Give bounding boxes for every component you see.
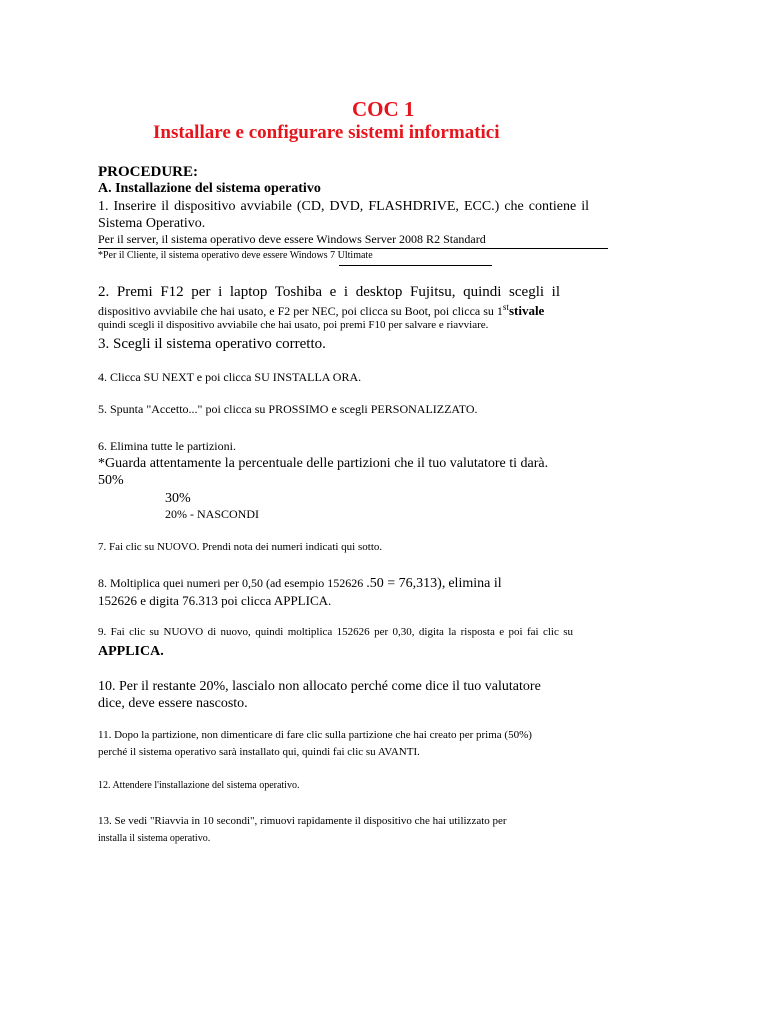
step-2-line-3: quindi scegli il dispositivo avviabile che hai usato, poi premi F10 per salvare e riavviare. bbox=[98, 319, 489, 331]
procedure-heading: PROCEDURE: bbox=[98, 164, 198, 180]
step-5: 5. Spunta "Accetto..." poi clicca su PROSSIMO e scegli PERSONALIZZATO. bbox=[98, 402, 478, 416]
partition-30: 30% bbox=[165, 491, 191, 506]
step-2-line-1: 2. Premi F12 per i laptop Toshiba e i desktop Fujitsu, quindi scegli il bbox=[98, 284, 560, 300]
step-9-line-2: APPLICA. bbox=[98, 644, 164, 659]
server-note-underline bbox=[98, 248, 608, 249]
step-2-line-2-text: dispositivo avviabile che hai usato, e F2 per NEC, poi clicca su Boot, poi clicca su 1 bbox=[98, 304, 503, 318]
section-a-heading: A. Installazione del sistema operativo bbox=[98, 181, 321, 196]
step-2-line-2 bbox=[98, 303, 544, 319]
step-11-line-1: 11. Dopo la partizione, non dimenticare di fare clic sulla partizione che hai creato per prima (50%) bbox=[98, 729, 532, 741]
step-10-line-2: dice, deve essere nascosto. bbox=[98, 696, 248, 711]
server-note: Per il server, il sistema operativo deve essere Windows Server 2008 R2 Standard bbox=[98, 232, 486, 246]
step-8-text-c: elimina il bbox=[448, 576, 502, 591]
step-7: 7. Fai clic su NUOVO. Prendi nota dei numeri indicati qui sotto. bbox=[98, 541, 383, 553]
partition-50: 50% bbox=[98, 473, 124, 488]
step-9-line-1: 9. Fai clic su NUOVO di nuovo, quindi moltiplica 152626 per 0,30, digita la risposta e poi fai clic su bbox=[98, 626, 573, 638]
client-note-underline bbox=[339, 265, 492, 266]
step-4: 4. Clicca SU NEXT e poi clicca SU INSTALLA ORA. bbox=[98, 370, 362, 384]
step-3: 3. Scegli il sistema operativo corretto. bbox=[98, 336, 326, 352]
step-8-line-2: 152626 e digita 76.313 poi clicca APPLICA. bbox=[98, 593, 332, 608]
step-8-text-a: 8. Moltiplica quei numeri per 0,50 (ad esempio 152626 bbox=[98, 576, 364, 590]
step-1-line-1: 1. Inserire il dispositivo avviabile (CD, DVD, FLASHDRIVE, ECC.) che contiene il bbox=[98, 199, 589, 214]
step-8-text-b: .50 = 76,313), bbox=[366, 576, 446, 591]
step-2-line-2-bold: stivale bbox=[508, 303, 545, 318]
document-title: COC 1 bbox=[352, 97, 415, 121]
partition-20-hide: 20% - NASCONDI bbox=[165, 507, 259, 521]
step-8-line-1 bbox=[98, 576, 502, 592]
step-12: 12. Attendere l'installazione del sistema operativo. bbox=[98, 780, 300, 791]
step-13-line-1: 13. Se vedi "Riavvia in 10 secondi", rimuovi rapidamente il dispositivo che hai utilizzato per bbox=[98, 815, 507, 827]
step-10-line-1: 10. Per il restante 20%, lascialo non allocato perché come dice il tuo valutatore bbox=[98, 679, 541, 694]
step-11-line-2: perché il sistema operativo sarà installato qui, quindi fai clic su AVANTI. bbox=[98, 746, 420, 758]
step-6-note: *Guarda attentamente la percentuale delle partizioni che il tuo valutatore ti darà. bbox=[98, 456, 549, 471]
client-note: *Per il Cliente, il sistema operativo deve essere Windows 7 Ultimate bbox=[98, 250, 373, 261]
step-1-line-2: Sistema Operativo. bbox=[98, 216, 206, 231]
document-subtitle: Installare e configurare sistemi informatici bbox=[153, 122, 500, 143]
step-2-superscript: st bbox=[502, 302, 509, 312]
step-6: 6. Elimina tutte le partizioni. bbox=[98, 439, 236, 453]
step-13-line-2: installa il sistema operativo. bbox=[98, 833, 211, 844]
